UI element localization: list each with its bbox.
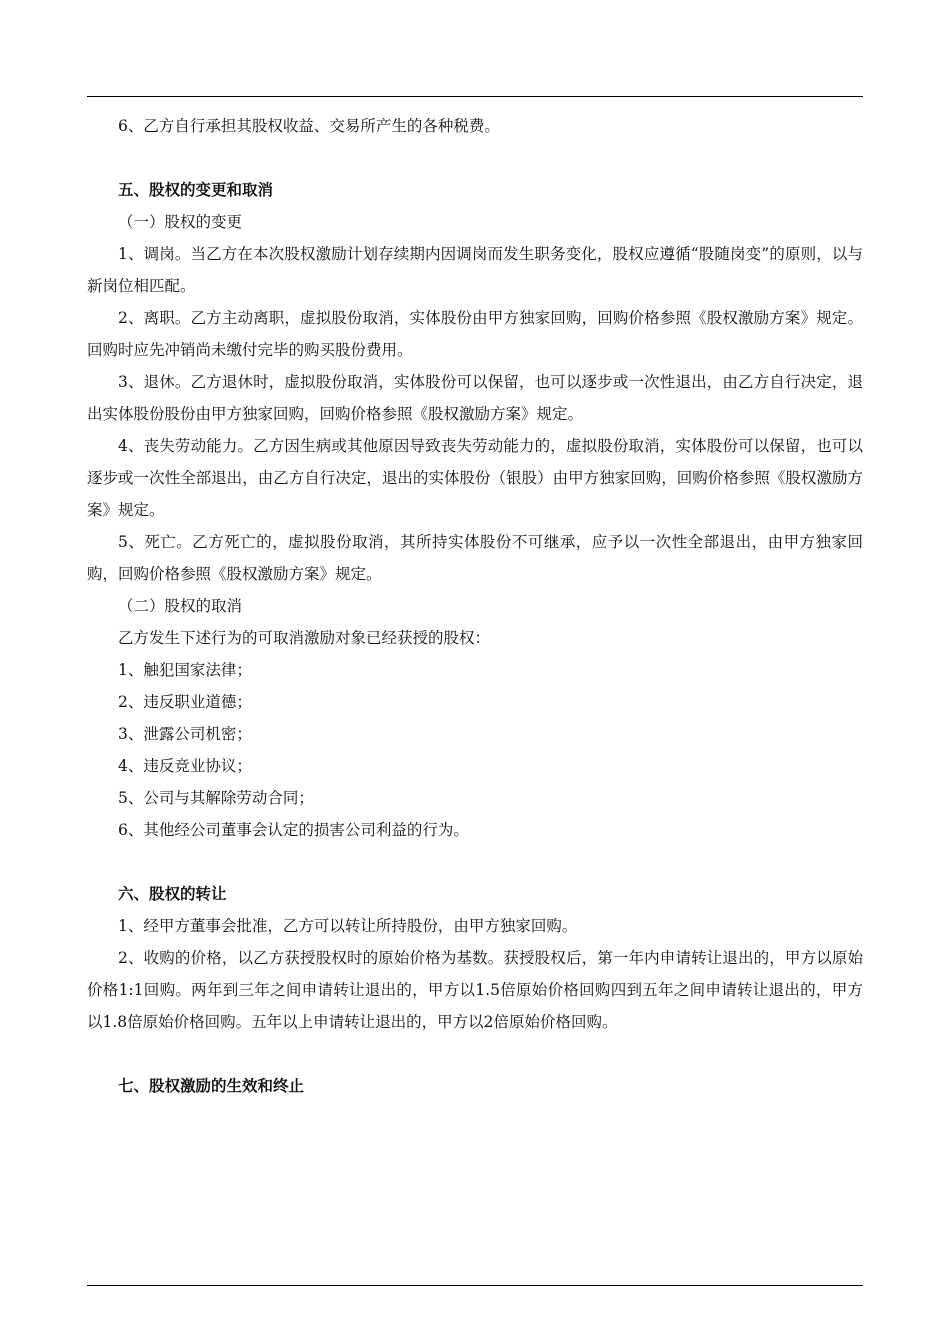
subsection-heading-change: （一）股权的变更 <box>118 213 243 231</box>
clause-5-6-taxes: 6、乙方自行承担其股权收益、交易所产生的各种税费。 <box>118 117 500 135</box>
cancel-item-5: 5、公司与其解除劳动合同； <box>118 789 314 807</box>
header-rule <box>87 96 863 97</box>
section-heading-5: 五、股权的变更和取消 <box>118 181 274 199</box>
transfer-clause-2: 2、收购的价格，以乙方获授股权时的原始价格为基数。获授股权后，第一年内申请转让退出的，甲方以原始价格1:1回购。两年到三年之间申请转让退出的，甲方以1.5倍原始价格回购四到五年之间申请转让退出的，甲方以1.8倍原始价格回购。五年以上申请转让退出的，甲方以2倍原始价格回购。 <box>87 949 863 1031</box>
cancel-item-1: 1、触犯国家法律； <box>118 661 252 679</box>
transfer-clause-1: 1、经甲方董事会批准，乙方可以转让所持股份，由甲方独家回购。 <box>118 917 578 935</box>
cancel-item-2: 2、违反职业道德； <box>118 693 252 711</box>
subsection-heading-cancel: （二）股权的取消 <box>118 597 243 615</box>
clause-resignation: 2、离职。乙方主动离职，虚拟股份取消，实体股份由甲方独家回购，回购价格参照《股权激励方案》规定。回购时应先冲销尚未缴付完毕的购买股份费用。 <box>87 309 863 359</box>
section-heading-6: 六、股权的转让 <box>118 885 227 903</box>
spacer <box>87 846 863 878</box>
footer-rule <box>87 1285 863 1286</box>
clause-disability: 4、丧失劳动能力。乙方因生病或其他原因导致丧失劳动能力的，虚拟股份取消，实体股份可以保留，也可以逐步或一次性全部退出，由乙方自行决定，退出的实体股份（银股）由甲方独家回购，回购价格参照《股权激励方案》规定。 <box>87 437 863 519</box>
clause-death: 5、死亡。乙方死亡的，虚拟股份取消，其所持实体股份不可继承，应予以一次性全部退出，由甲方独家回购，回购价格参照《股权激励方案》规定。 <box>87 533 863 583</box>
clause-retirement: 3、退休。乙方退休时，虚拟股份取消，实体股份可以保留，也可以逐步或一次性退出，由乙方自行决定，退出实体股份股份由甲方独家回购，回购价格参照《股权激励方案》规定。 <box>87 373 863 423</box>
clause-transfer-post: 1、调岗。当乙方在本次股权激励计划存续期内因调岗而发生职务变化，股权应遵循“股随岗变”的原则，以与新岗位相匹配。 <box>87 245 863 295</box>
spacer <box>87 1038 863 1070</box>
cancel-item-6: 6、其他经公司董事会认定的损害公司利益的行为。 <box>118 821 469 839</box>
section-heading-7: 七、股权激励的生效和终止 <box>118 1077 305 1095</box>
cancel-intro: 乙方发生下述行为的可取消激励对象已经获授的股权： <box>118 629 491 647</box>
document-body <box>87 110 863 1102</box>
cancel-item-3: 3、泄露公司机密； <box>118 725 252 743</box>
cancel-item-4: 4、违反竞业协议； <box>118 757 252 775</box>
spacer <box>87 142 863 174</box>
